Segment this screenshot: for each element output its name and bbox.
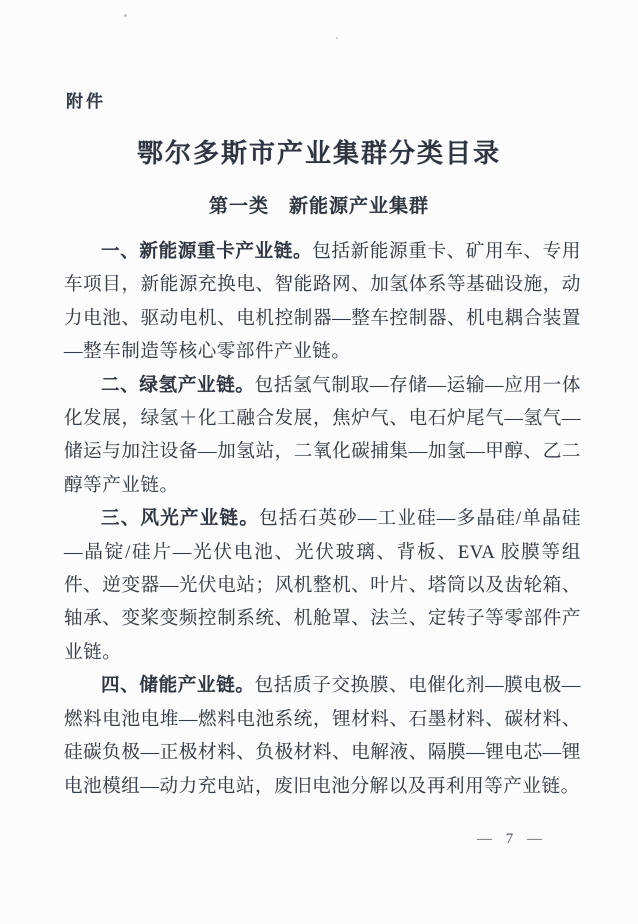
page-number: — 7 — bbox=[477, 831, 547, 847]
paragraph-lead: 二、绿氢产业链。 bbox=[101, 375, 255, 396]
attachment-label: 附件 bbox=[66, 92, 106, 111]
paragraph-green-hydrogen-chain bbox=[64, 370, 581, 504]
section-heading: 第一类 新能源产业集群 bbox=[208, 196, 429, 217]
scan-speck bbox=[124, 14, 127, 17]
paragraph-body: 包括质子交换膜、电催化剂—膜电极—燃料电池电堆—燃料电池系统，锂材料、石墨材料、碳材料、硅碳负极—正极材料、负极材料、电解液、隔膜—锂电芯—锂电池模组—动力充电站，废旧电池分解以及再利用等产业链。 bbox=[64, 676, 581, 797]
scan-speck bbox=[336, 37, 338, 39]
document-title: 鄂尔多斯市产业集群分类目录 bbox=[136, 139, 501, 168]
paragraph-lead: 三、风光产业链。 bbox=[101, 509, 260, 530]
paragraph-body: 包括新能源重卡、矿用车、专用车项目，新能源充换电、智能路网、加氢体系等基础设施，动力电池、驱动电机、电机控制器—整车控制器、机电耦合装置—整车制造等核心零部件产业链。 bbox=[64, 242, 581, 363]
paragraph-lead: 四、储能产业链。 bbox=[101, 676, 255, 697]
paragraph-lead: 一、新能源重卡产业链。 bbox=[101, 242, 313, 262]
paragraph-new-energy-truck-chain bbox=[64, 236, 581, 370]
document-body bbox=[64, 236, 581, 804]
paragraph-body: 包括石英砂—工业硅—多晶硅/单晶硅—晶锭/硅片—光伏电池、光伏玻璃、背板、EVA 胶膜等组件、逆变器—光伏电站；风机整机、叶片、塔筒以及齿轮箱、轴承、变桨变频控制系统、机舱罩、法兰、定转子等零部件产业链。 bbox=[64, 509, 581, 663]
paragraph-wind-solar-chain bbox=[64, 503, 581, 670]
paragraph-body: 包括氢气制取—存储—运输—应用一体化发展，绿氢＋化工融合发展，焦炉气、电石炉尾气—氢气—储运与加注设备—加氢站，二氧化碳捕集—加氢—甲醇、乙二醇等产业链。 bbox=[64, 375, 581, 496]
paragraph-energy-storage-chain bbox=[64, 670, 581, 804]
